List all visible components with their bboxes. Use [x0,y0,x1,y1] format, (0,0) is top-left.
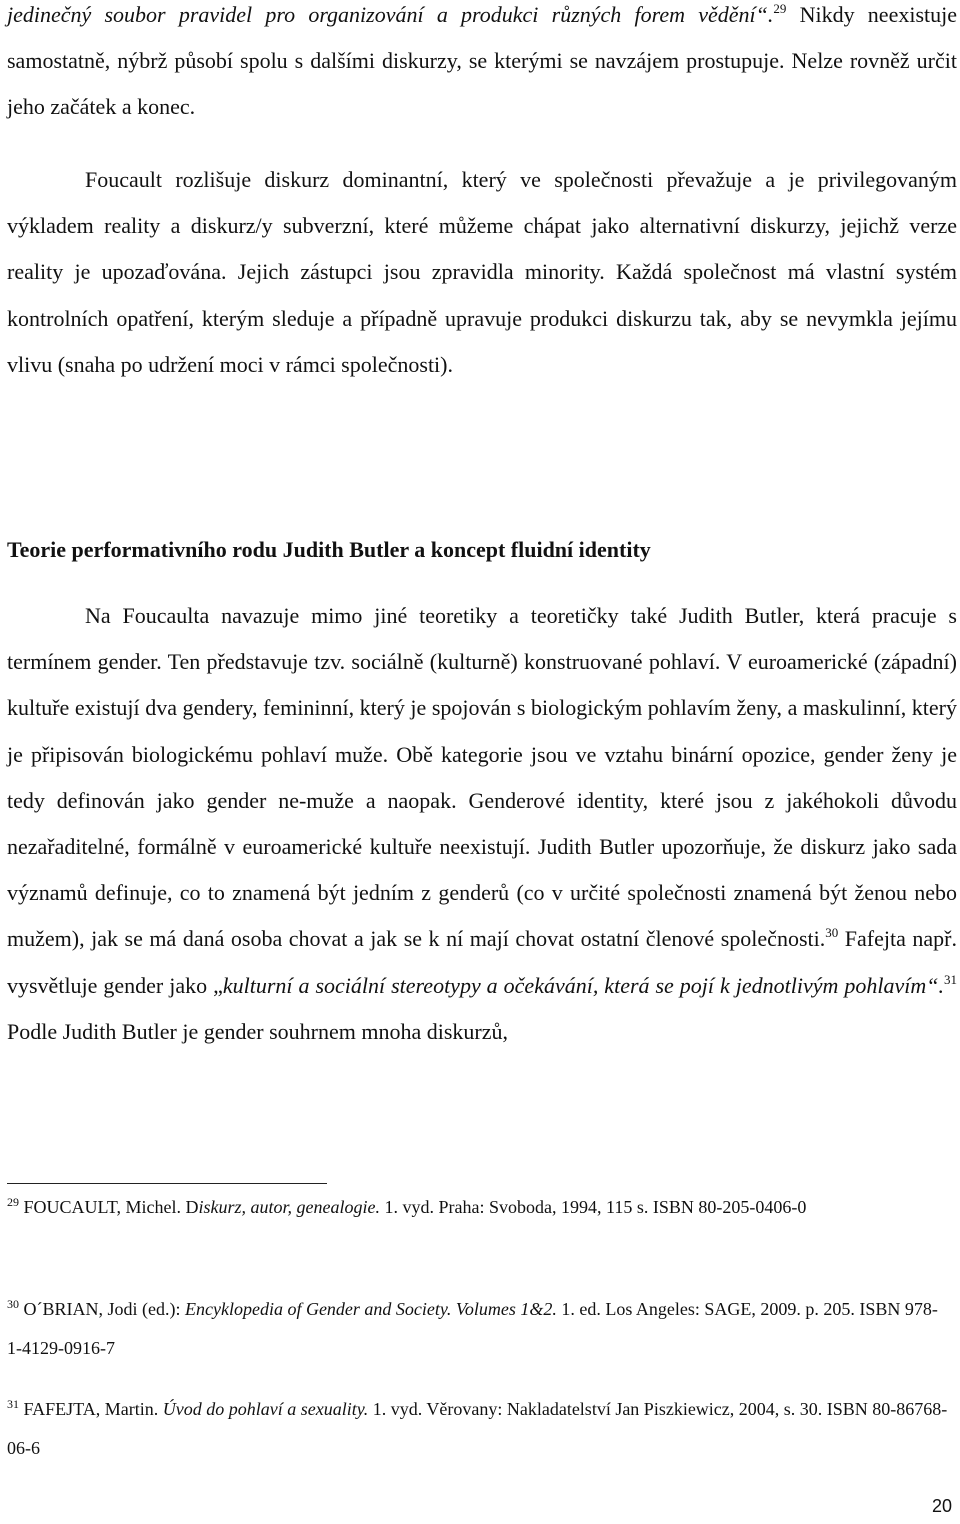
footnote-text: FAFEJTA, Martin. [19,1399,163,1419]
paragraph-text: Na Foucaulta navazuje mimo jiné teoretiky a teoretičky také Judith Butler, která pracuje s termínem gender. Ten představuje tzv. sociálně (kulturně) konstruované pohlaví. V euroamerické (západní) kultuře existují dva gendery, femininní, který je spojován s biologickým pohlavím ženy, a maskulinní, který je připisován biologickému pohlaví muže. Obě kategorie jsou ve vztahu binární opozice, gender ženy je tedy definován jako gender ne-muže a naopak. Genderové identity, které jsou z jakéhokoli důvodu nezařaditelné, formálně v euroamerické kultuře neexistují. Judith Butler upozorňuje, že diskurz jako sada významů definuje, co to znamená být jedním z genderů (co v určité společnosti znamená být ženou nebo mužem), jak se má daná osoba chovat a jak se k ní mají chovat ostatní členové společnosti. [7,603,957,952]
section-heading: Teorie performativního rodu Judith Butler a koncept fluidní identity [7,537,651,562]
paragraph-text: Fafejta např. vysvětluje gender jako „ [7,926,957,998]
paragraph-text: Foucault rozlišuje diskurz dominantní, který ve společnosti převažuje a je privilegovaným výkladem reality a diskurz/y subverzní, které můžeme chápat jako alternativní diskurzy, jejichž verze reality je upozaďována. Jejich zástupci jsou zpravidla minority. Každá společnost má vlastní systém kontrolních opatření, kterým sleduje a případně upravuje produkci diskurzu tak, aby se nevymkla jejímu vlivu (snaha po udržení moci v rámci společnosti). [7,167,957,377]
footnote-text: O´BRIAN, Jodi (ed.): [19,1299,185,1319]
footnote-title: iskurz, autor, genealogie. [198,1197,380,1217]
footnote-30 [7,1290,952,1368]
footnote-text: FOUCAULT, Michel. D [19,1197,199,1217]
footnote-number: 30 [7,1297,19,1311]
footnote-29 [7,1188,952,1227]
paragraph-text: Podle Judith Butler je gender souhrnem mnoha diskurzů, [7,1018,509,1044]
footnote-ref-29[interactable]: 29 [773,1,787,16]
footnote-text: 1. vyd. Praha: Svoboda, 1994, 115 s. ISBN 80-205-0406-0 [380,1197,807,1217]
paragraph-text: Nikdy neexistuje samostatně, nýbrž působí spolu s dalšími diskurzy, se kterými se navzájem prostupuje. Nelze rovněž určit jeho začátek a konec. [7,2,957,120]
footnote-ref-30[interactable]: 30 [825,925,839,941]
closing-quote: “. [755,2,774,27]
footnote-title: Úvod do pohlaví a sexuality. [162,1399,369,1419]
footnote-number: 29 [7,1195,19,1209]
footnote-31 [7,1390,952,1468]
italic-quote: jedinečný soubor pravidel pro organizování a produkci různých forem vědění [7,2,756,27]
footnote-number: 31 [7,1397,19,1411]
footnote-title: Encyklopedia of Gender and Society. Volumes 1&2. [184,1299,557,1319]
footnote-text: 1. ed. Los Angeles: SAGE, 2009. p. 205. ISBN 978-1-4129-0916-7 [7,1299,938,1358]
closing-quote: “. [926,972,944,998]
paragraph-butler [7,593,957,1055]
footnote-text: 1. vyd. Věrovany: Nakladatelství Jan Piszkiewicz, 2004, s. 30. ISBN 80-86768-06-6 [7,1399,948,1458]
paragraph-foucault [7,157,957,388]
page-number: 20 [931,1496,952,1516]
italic-quote: kulturní a sociální stereotypy a očekávání, která se pojí k jednotlivým pohlavím [222,972,927,998]
footnote-separator [7,1183,327,1184]
footnote-ref-31[interactable]: 31 [943,971,957,987]
paragraph-intro [7,0,957,131]
